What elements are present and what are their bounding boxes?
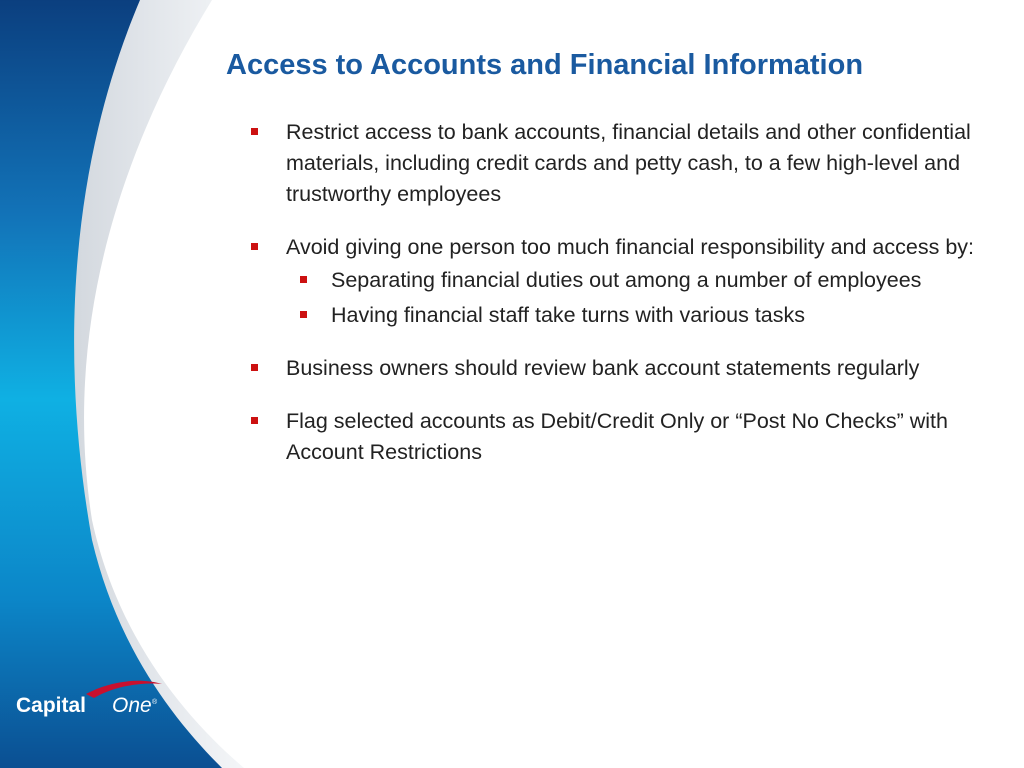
square-bullet-icon xyxy=(251,417,258,424)
logo-registered-mark: ® xyxy=(152,699,158,706)
bullet-text: Restrict access to bank accounts, financial details and other confidential materials, including credit cards and petty cash, to a few high-level and trustworthy employees xyxy=(286,120,971,206)
bullet-item xyxy=(246,406,986,468)
square-bullet-icon xyxy=(251,243,258,250)
bullet-text: Flag selected accounts as Debit/Credit Only or “Post No Checks” with Account Restrictions xyxy=(286,409,948,464)
capital-one-logo-icon xyxy=(14,672,164,728)
sub-bullet-text: Separating financial duties out among a number of employees xyxy=(331,268,922,292)
logo-text-capital: Capital xyxy=(16,694,87,717)
square-bullet-icon xyxy=(251,128,258,135)
bullet-item xyxy=(246,232,986,331)
sub-bullet-list xyxy=(286,265,986,331)
bullet-item xyxy=(246,353,986,384)
sub-bullet-item xyxy=(286,300,986,331)
square-bullet-icon xyxy=(300,276,307,283)
logo-text-one: One xyxy=(112,694,152,717)
bullet-text: Avoid giving one person too much financial responsibility and access by: xyxy=(286,235,974,259)
bullet-list xyxy=(246,117,986,490)
bullet-text: Business owners should review bank account statements regularly xyxy=(286,356,920,380)
sub-bullet-text: Having financial staff take turns with various tasks xyxy=(331,303,806,327)
sub-bullet-item xyxy=(286,265,986,296)
square-bullet-icon xyxy=(251,364,258,371)
slide-title: Access to Accounts and Financial Information xyxy=(226,49,864,81)
bullet-item xyxy=(246,117,986,210)
square-bullet-icon xyxy=(300,311,307,318)
side-decoration xyxy=(0,0,260,768)
